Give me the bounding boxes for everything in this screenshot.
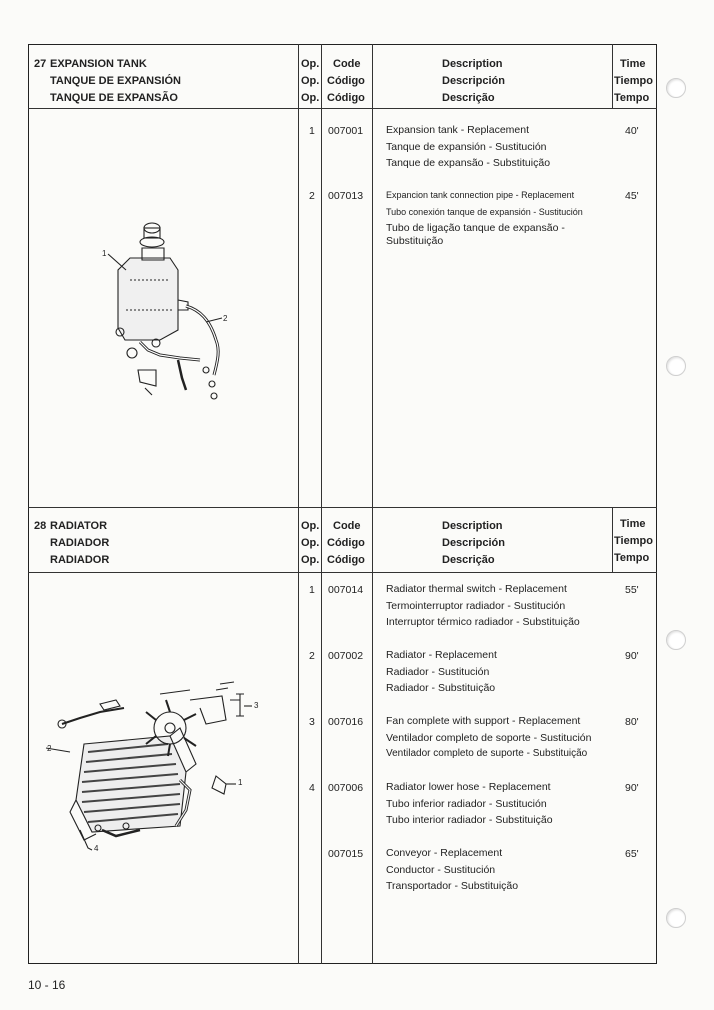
callout-label: 3 <box>254 701 259 710</box>
operation-description <box>386 779 553 829</box>
description-line: Radiator thermal switch - Replacement <box>386 583 567 595</box>
description-header: Description <box>442 520 503 532</box>
callout-label: 1 <box>238 778 243 787</box>
operation-time: 90' <box>625 650 639 662</box>
operation-time: 90' <box>625 782 639 794</box>
time-header: Tempo <box>614 92 650 104</box>
op-header: Op. <box>301 554 320 566</box>
binder-hole <box>666 356 686 376</box>
op-header: Op. <box>301 520 320 532</box>
time-header: Time <box>620 58 646 70</box>
header-rule <box>28 108 657 109</box>
op-number: 2 <box>309 190 315 202</box>
description-line: Radiator - Replacement <box>386 649 497 661</box>
time-header: Time <box>620 518 646 530</box>
time-header-divider <box>612 44 613 109</box>
operation-description <box>386 581 580 631</box>
description-line: Radiador - Substituição <box>386 682 496 694</box>
operation-code: 007002 <box>328 650 364 662</box>
description-line: Tanque de expansión - Sustitución <box>386 140 547 153</box>
operation-time: 55' <box>625 584 639 596</box>
description-header: Descrição <box>442 92 495 104</box>
code-header: Code <box>333 58 361 70</box>
time-header: Tiempo <box>614 75 653 87</box>
callout-label: 4 <box>94 844 99 853</box>
code-header: Código <box>327 92 365 104</box>
time-header: Tiempo <box>614 535 653 547</box>
description-line: Tubo conexión tanque de expansión - Sustitución <box>386 206 583 217</box>
operation-description <box>386 713 591 763</box>
op-number: 3 <box>309 716 315 728</box>
op-header: Op. <box>301 537 320 549</box>
op-header: Op. <box>301 92 320 104</box>
op-number: 4 <box>309 782 315 794</box>
op-column-divider <box>298 44 299 507</box>
description-column-divider <box>372 44 373 507</box>
description-line: Fan complete with support - Replacement <box>386 715 581 727</box>
description-column-divider <box>372 507 373 964</box>
operation-time: 80' <box>625 716 639 728</box>
op-column-divider <box>298 507 299 964</box>
description-header: Descrição <box>442 554 495 566</box>
section-title-pt: RADIADOR <box>50 554 110 566</box>
operation-description <box>386 122 550 172</box>
binder-hole <box>666 908 686 928</box>
op-number: 1 <box>309 584 315 596</box>
section-divider <box>28 507 657 508</box>
op-number: 1 <box>309 125 315 137</box>
section-title-pt: TANQUE DE EXPANSÃO <box>50 92 178 104</box>
section-title-en: RADIATOR <box>50 520 108 532</box>
description-line: Ventilador completo de soporte - Sustitución <box>386 731 592 744</box>
binder-hole <box>666 78 686 98</box>
callout-label: 1 <box>102 249 107 258</box>
operation-time: 65' <box>625 848 639 860</box>
radiator-illustration <box>40 680 280 860</box>
code-header: Código <box>327 537 365 549</box>
description-line: Expansion tank - Replacement <box>386 124 529 136</box>
op-header: Op. <box>301 58 320 70</box>
operation-code: 007006 <box>328 782 364 794</box>
code-header: Código <box>327 554 365 566</box>
operation-description <box>386 845 518 895</box>
description-line: Radiador - Sustitución <box>386 665 490 678</box>
description-line: Conveyor - Replacement <box>386 847 503 859</box>
description-line: Tubo inferior radiador - Sustitución <box>386 797 547 810</box>
binder-hole <box>666 630 686 650</box>
callout-label: 2 <box>47 744 52 753</box>
operation-code: 007016 <box>328 716 364 728</box>
description-line: Tanque de expansão - Substituição <box>386 157 551 169</box>
operation-code: 007014 <box>328 584 364 596</box>
description-line: Transportador - Substituição <box>386 880 519 892</box>
description-line: Interruptor térmico radiador - Substituição <box>386 616 580 628</box>
section-title-es: TANQUE DE EXPANSIÓN <box>50 75 181 87</box>
section-number: 27 <box>34 58 47 70</box>
page-number: 10 - 16 <box>28 978 66 992</box>
description-header: Descripción <box>442 537 505 549</box>
operation-time: 45' <box>625 190 639 202</box>
section-title-es: RADIADOR <box>50 537 110 549</box>
time-header: Tempo <box>614 552 650 564</box>
op-number: 2 <box>309 650 315 662</box>
op-header: Op. <box>301 75 320 87</box>
operation-description <box>386 187 583 249</box>
operation-code: 007015 <box>328 848 364 860</box>
description-line: Tubo de ligação tanque de expansão - <box>386 222 565 234</box>
description-line: Substituição <box>386 234 444 247</box>
operation-description <box>386 647 497 697</box>
description-line: Tubo interior radiador - Substituição <box>386 814 553 826</box>
description-line: Expancion tank connection pipe - Replacement <box>386 190 575 200</box>
operation-time: 40' <box>625 125 639 137</box>
code-header: Code <box>333 520 361 532</box>
time-header-divider <box>612 507 613 572</box>
operation-code: 007001 <box>328 125 364 137</box>
description-line: Termointerruptor radiador - Sustitución <box>386 599 566 612</box>
description-line: Conductor - Sustitución <box>386 863 496 876</box>
header-rule <box>28 572 657 573</box>
code-column-divider <box>321 507 322 964</box>
code-header: Código <box>327 75 365 87</box>
description-header: Description <box>442 58 503 70</box>
section-title-en: EXPANSION TANK <box>50 58 147 70</box>
code-column-divider <box>321 44 322 507</box>
description-line: Radiator lower hose - Replacement <box>386 781 551 793</box>
expansion-tank-illustration <box>90 210 250 410</box>
description-line: Ventilador completo de suporte - Substituição <box>386 748 588 759</box>
description-header: Descripción <box>442 75 505 87</box>
section-number: 28 <box>34 520 47 532</box>
callout-label: 2 <box>223 314 228 323</box>
operation-code: 007013 <box>328 190 364 202</box>
